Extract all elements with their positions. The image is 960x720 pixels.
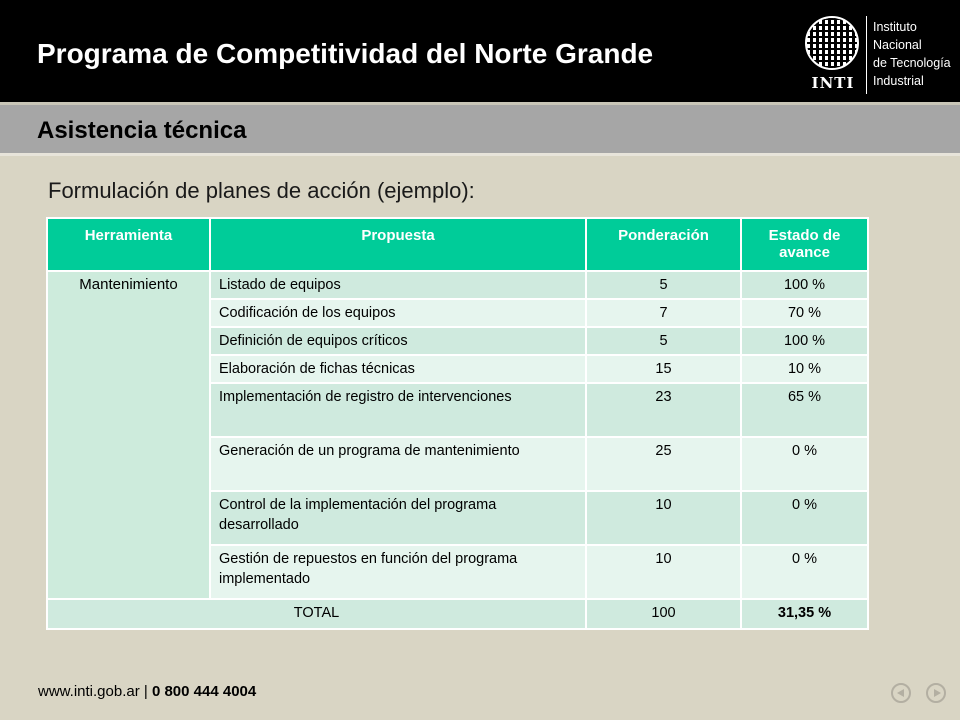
ponderacion-cell: 10: [586, 491, 741, 545]
slide-subtitle: Formulación de planes de acción (ejemplo):: [48, 178, 475, 203]
logo-line: Nacional: [873, 38, 922, 52]
estado-cell: 70 %: [741, 299, 868, 327]
next-slide-button[interactable]: [926, 683, 946, 703]
propuesta-cell: Generación de un programa de mantenimiento: [210, 437, 586, 491]
action-plan-table: [46, 217, 869, 630]
page-title: Programa de Competitividad del Norte Grande: [37, 38, 654, 69]
inti-logo: [803, 16, 953, 94]
propuesta-cell: Elaboración de fichas técnicas: [210, 355, 586, 383]
footer-phone: 0 800 444 4004: [151, 683, 257, 700]
total-row: [47, 599, 868, 629]
footer-separator: |: [139, 683, 152, 700]
ponderacion-cell: 25: [586, 437, 741, 491]
total-ponderacion: 100: [586, 599, 741, 629]
ponderacion-cell: 7: [586, 299, 741, 327]
estado-cell: 100 %: [741, 271, 868, 299]
ponderacion-cell: 23: [586, 383, 741, 437]
inti-logo-icon: [805, 16, 859, 70]
estado-cell: 65 %: [741, 383, 868, 437]
ponderacion-cell: 10: [586, 545, 741, 599]
total-label: TOTAL: [47, 599, 586, 629]
section-title: Asistencia técnica: [37, 117, 247, 144]
column-header-herramienta: Herramienta: [47, 218, 210, 271]
estado-cell: 10 %: [741, 355, 868, 383]
table-header-row: [47, 218, 868, 271]
propuesta-cell: Gestión de repuestos en función del programa implementado: [210, 545, 586, 599]
divider: [0, 153, 960, 156]
ponderacion-cell: 5: [586, 271, 741, 299]
footer-url[interactable]: www.inti.gob.ar: [38, 683, 140, 700]
next-arrow-icon: [934, 689, 941, 697]
prev-slide-button[interactable]: [891, 683, 911, 703]
propuesta-cell: Implementación de registro de intervenciones: [210, 383, 586, 437]
propuesta-cell: Definición de equipos críticos: [210, 327, 586, 355]
ponderacion-cell: 15: [586, 355, 741, 383]
estado-cell: 0 %: [741, 545, 868, 599]
footer-contact: [38, 683, 256, 700]
total-estado: 31,35 %: [741, 599, 868, 629]
logo-line: de Tecnología: [873, 56, 951, 70]
estado-cell: 0 %: [741, 437, 868, 491]
section-band: [0, 105, 960, 153]
logo-sigla: INTI: [811, 74, 855, 92]
tool-cell: Mantenimiento: [47, 271, 210, 599]
propuesta-cell: Listado de equipos: [210, 271, 586, 299]
logo-divider: [866, 16, 867, 94]
logo-line: Industrial: [873, 74, 924, 88]
logo-line: Instituto: [873, 20, 917, 34]
prev-arrow-icon: [897, 689, 904, 697]
propuesta-cell: Control de la implementación del programa desarrollado: [210, 491, 586, 545]
header-bar: [0, 0, 960, 102]
propuesta-cell: Codificación de los equipos: [210, 299, 586, 327]
column-header-propuesta: Propuesta: [210, 218, 586, 271]
column-header-estado: Estado de avance: [741, 218, 868, 271]
ponderacion-cell: 5: [586, 327, 741, 355]
logo-text: [873, 18, 951, 90]
table-row: [47, 271, 868, 299]
column-header-ponderacion: Ponderación: [586, 218, 741, 271]
estado-cell: 100 %: [741, 327, 868, 355]
estado-cell: 0 %: [741, 491, 868, 545]
